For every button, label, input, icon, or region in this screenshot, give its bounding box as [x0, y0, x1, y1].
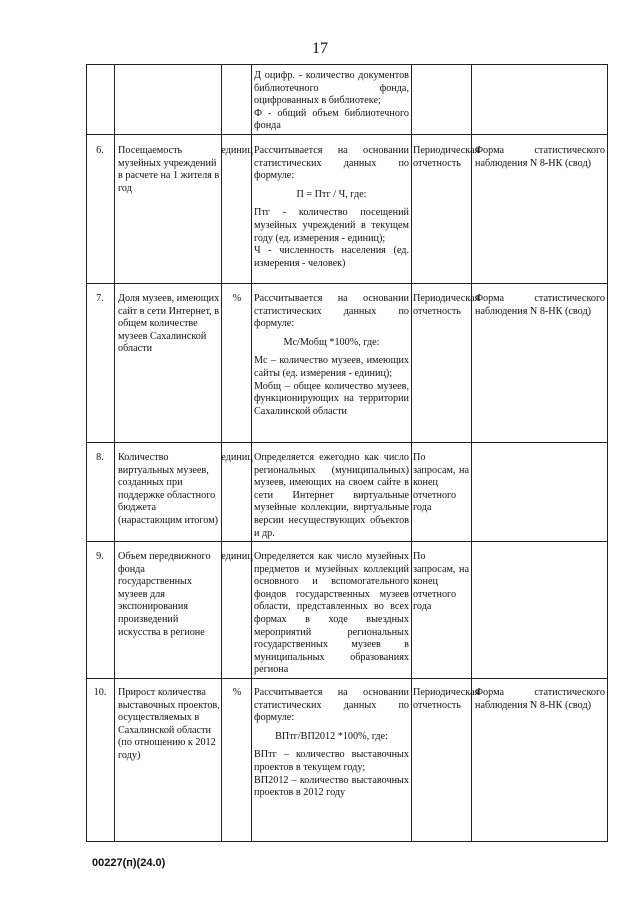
method-text: Рассчитывается на основании статистических данных по формуле: [254, 293, 409, 330]
row-divider [87, 134, 607, 135]
formula: Мс/Мобщ *100%, где: [283, 336, 380, 348]
row-number: 10. [93, 687, 107, 698]
indicator-name: Посещаемость музейных учреждений в расчете на 1 жителя в год [118, 145, 220, 194]
method-text: Рассчитывается на основании статистических данных по формуле: [254, 687, 409, 724]
row-number: 8. [96, 452, 104, 463]
column-divider [114, 65, 115, 841]
data-source: Форма статистического наблюдения N 8-НК (свод) [475, 687, 605, 711]
data-source: Форма статистического наблюдения N 8-НК (свод) [475, 293, 605, 317]
page-number: 17 [312, 40, 328, 57]
continued-definitions [254, 70, 409, 133]
definition: ВП2012 – количество выставочных проектов в 2012 году [254, 774, 409, 799]
unit: единиц [221, 551, 253, 562]
row-divider [87, 541, 607, 542]
unit: единиц [221, 145, 253, 156]
frequency: Периодическая отчетность [413, 145, 480, 169]
unit: единиц [221, 452, 253, 463]
calculation-method: Определяется ежегодно как число региональных (муниципальных) музеев, имеющих на своем сайте в сети Интернет виртуальные музейные коллекции, виртуальные версии несуществующих объектов и др. [254, 452, 409, 539]
frequency: По запросам, на конец отчетного года [413, 551, 469, 613]
column-divider [411, 65, 412, 841]
formula: П = Птг / Ч, где: [296, 188, 367, 200]
formula: ВПтг/ВП2012 *100%, где: [275, 730, 388, 742]
definition: Мс – количество музеев, имеющих сайты (ед. измерения - единиц); [254, 355, 409, 379]
indicator-name: Доля музеев, имеющих сайт в сети Интернет, в общем количестве музеев Сахалинской области [118, 293, 220, 355]
definition: ВПтг – количество выставочных проектов в текущем году; [254, 749, 409, 773]
definition-f-fund: Ф - общий объем библиотечного фонда [254, 107, 409, 132]
definition: Мобщ – общее количество музеев, функционирующих на территории Сахалинской области [254, 380, 409, 417]
calculation-method [254, 293, 409, 418]
frequency: Периодическая отчетность [413, 687, 480, 711]
unit: % [232, 293, 242, 304]
row-divider [87, 678, 607, 679]
definition-d-digitized: Д оцифр. - количество документов библиотечного фонда, оцифрованных в библиотеке; [254, 70, 409, 107]
frequency: Периодическая отчетность [413, 293, 480, 317]
row-divider [87, 283, 607, 284]
row-divider [87, 442, 607, 443]
frequency: По запросам, на конец отчетного года [413, 452, 469, 514]
indicator-name: Количество виртуальных музеев, созданных при поддержке областного бюджета (нарастающим итогом) [118, 452, 219, 526]
column-divider [471, 65, 472, 841]
form-code: 00227(п)(24.0) [92, 857, 166, 869]
indicator-name: Объем передвижного фонда государственных музеев для экспонирования произведений искусства в регионе [118, 551, 211, 638]
calculation-method: Определяется как число музейных предметов и музейных коллекций основного и вспомогательного фондов государственных музеев области, представленных во всех формах в ходе выездных мероприятий региональных государственных музеев в муниципальных образованиях региона [254, 551, 409, 676]
indicators-table [86, 64, 608, 842]
row-number: 6. [96, 145, 104, 156]
row-number: 9. [96, 551, 104, 562]
calculation-method [254, 687, 409, 800]
indicator-name: Прирост количества выставочных проектов, осуществляемых в Сахалинской области (по отношению к 2012 году) [118, 687, 220, 761]
calculation-method [254, 145, 409, 270]
method-text: Рассчитывается на основании статистических данных по формуле: [254, 145, 409, 182]
row-number: 7. [96, 293, 104, 304]
data-source: Форма статистического наблюдения N 8-НК (свод) [475, 145, 605, 169]
unit: % [232, 687, 242, 698]
definition: Птг - количество посещений музейных учреждений в текущем году (ед. измерения - единиц); [254, 207, 409, 244]
definition: Ч - численность населения (ед. измерения - человек) [254, 245, 409, 269]
